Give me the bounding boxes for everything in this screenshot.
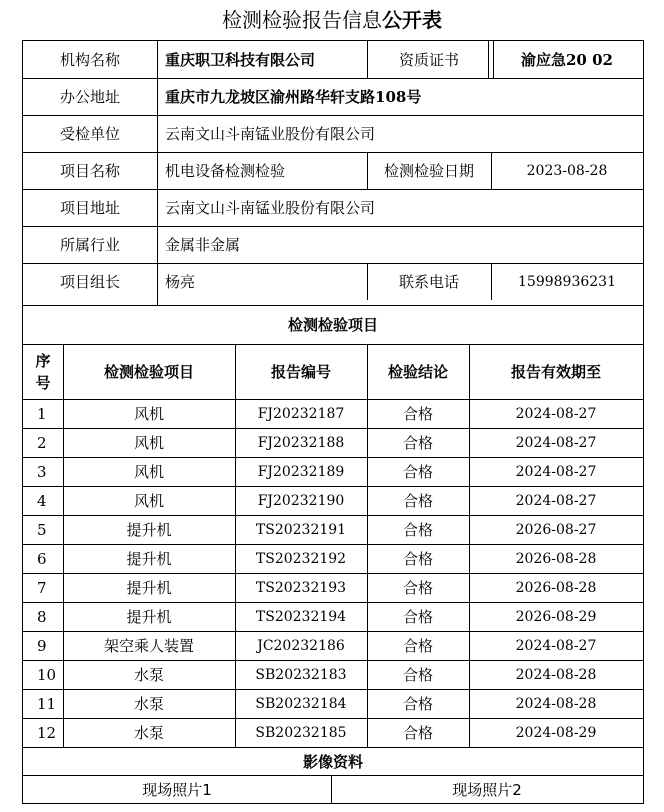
row-index: 1: [37, 404, 47, 423]
row-valid-until: 2026-08-27: [515, 521, 597, 538]
row-valid-until: 2024-08-29: [515, 724, 597, 741]
cert-label: 资质证书: [398, 51, 459, 69]
row-conclusion: 合格: [402, 463, 433, 481]
row-valid-until: 2024-08-27: [515, 434, 597, 451]
row-valid-until: 2024-08-27: [515, 405, 597, 422]
grid-line: [23, 544, 643, 545]
address-label: 办公地址: [59, 88, 120, 106]
grid-line: [23, 631, 643, 632]
project-value: 机电设备检测检验: [165, 162, 286, 180]
industry-value: 金属非金属: [165, 236, 241, 254]
row-report-no: TS20232194: [255, 608, 347, 625]
row-index: 10: [37, 665, 57, 684]
row-report-no: FJ20232188: [257, 434, 345, 451]
grid-line: [23, 486, 643, 487]
date-label: 检测检验日期: [383, 162, 474, 180]
grid-line: [23, 428, 643, 429]
col-header-item: 检测检验项目: [103, 363, 194, 381]
items-section-title: 检测检验项目: [287, 316, 378, 334]
row-conclusion: 合格: [402, 724, 433, 742]
row-report-no: TS20232193: [255, 579, 347, 596]
title-suffix: 公开表: [382, 8, 442, 32]
grid-line: [23, 263, 643, 264]
photo1-label: 现场照片1: [142, 780, 212, 799]
grid-line: [23, 78, 643, 79]
row-report-no: FJ20232190: [257, 492, 345, 509]
report-table: [22, 40, 644, 804]
row-conclusion: 合格: [402, 608, 433, 626]
grid-line: [367, 152, 368, 189]
col-header-index: 序 号: [35, 351, 51, 392]
org-value: 重庆职卫科技有限公司: [165, 51, 316, 69]
grid-line: [23, 305, 643, 306]
grid-line: [23, 115, 643, 116]
col-header-valid-until: 报告有效期至: [510, 363, 601, 381]
row-valid-until: 2024-08-27: [515, 492, 597, 509]
leader-label: 项目组长: [59, 273, 120, 291]
row-report-no: SB20232184: [255, 695, 347, 712]
row-conclusion: 合格: [402, 550, 433, 568]
phone-label: 联系电话: [398, 273, 459, 291]
industry-label: 所属行业: [59, 236, 120, 254]
row-valid-until: 2026-08-28: [515, 550, 597, 567]
grid-line: [23, 344, 643, 345]
row-valid-until: 2024-08-27: [515, 637, 597, 654]
row-report-no: TS20232192: [255, 550, 347, 567]
images-section-title: 影像资料: [302, 752, 363, 771]
row-index: 6: [37, 549, 47, 568]
row-item: 提升机: [126, 550, 172, 568]
row-valid-until: 2024-08-27: [515, 463, 597, 480]
row-conclusion: 合格: [402, 492, 433, 510]
title-main: 检测检验报告信息: [222, 8, 382, 32]
cert-value: 渝应急20 02: [521, 51, 613, 69]
row-item: 风机: [133, 405, 164, 423]
row-item: 架空乘人装置: [103, 637, 194, 655]
row-conclusion: 合格: [402, 695, 433, 713]
phone-value: 15998936231: [518, 273, 616, 290]
photo2-label: 现场照片2: [452, 780, 522, 799]
grid-line: [491, 152, 492, 189]
grid-line: [23, 399, 643, 400]
row-index: 7: [37, 578, 47, 597]
row-report-no: JC20232186: [257, 637, 345, 654]
date-value: 2023-08-28: [526, 162, 608, 179]
grid-line: [367, 344, 368, 747]
grid-line: [367, 263, 368, 300]
row-index: 8: [37, 607, 47, 626]
row-report-no: TS20232191: [255, 521, 347, 538]
address-value: 重庆市九龙坡区渝州路华轩支路108号: [165, 88, 422, 106]
row-item: 水泵: [133, 724, 164, 742]
row-valid-until: 2026-08-28: [515, 579, 597, 596]
row-item: 提升机: [126, 579, 172, 597]
grid-line: [23, 515, 643, 516]
client-value: 云南文山斗南锰业股份有限公司: [165, 125, 376, 143]
grid-line: [23, 573, 643, 574]
grid-line: [23, 660, 643, 661]
grid-line: [63, 344, 64, 747]
row-report-no: FJ20232189: [257, 463, 345, 480]
row-valid-until: 2024-08-28: [515, 695, 597, 712]
row-item: 提升机: [126, 521, 172, 539]
row-conclusion: 合格: [402, 666, 433, 684]
row-index: 12: [37, 723, 57, 742]
site-label: 项目地址: [59, 199, 120, 217]
grid-line: [23, 602, 643, 603]
project-label: 项目名称: [59, 162, 120, 180]
row-item: 提升机: [126, 608, 172, 626]
grid-line: [23, 689, 643, 690]
row-valid-until: 2026-08-29: [515, 608, 597, 625]
grid-line: [235, 344, 236, 747]
grid-line: [491, 263, 492, 300]
grid-line: [331, 775, 332, 803]
row-report-no: SB20232185: [255, 724, 347, 741]
row-conclusion: 合格: [402, 637, 433, 655]
grid-line: [367, 41, 368, 78]
row-index: 5: [37, 520, 47, 539]
leader-value: 杨亮: [165, 273, 196, 291]
col-header-report-no: 报告编号: [270, 363, 331, 381]
page-title: [0, 6, 664, 34]
row-report-no: FJ20232187: [257, 405, 345, 422]
col-header-conclusion: 检验结论: [387, 363, 448, 381]
row-index: 9: [37, 636, 47, 655]
grid-line: [23, 747, 643, 748]
row-index: 11: [37, 694, 57, 713]
row-index: 3: [37, 462, 47, 481]
row-index: 4: [37, 491, 47, 510]
grid-line: [23, 775, 643, 776]
grid-line: [23, 189, 643, 190]
row-item: 水泵: [133, 695, 164, 713]
row-item: 风机: [133, 492, 164, 510]
row-conclusion: 合格: [402, 521, 433, 539]
grid-line: [488, 41, 494, 78]
row-conclusion: 合格: [402, 434, 433, 452]
row-conclusion: 合格: [402, 579, 433, 597]
grid-line: [157, 41, 158, 305]
row-conclusion: 合格: [402, 405, 433, 423]
row-index: 2: [37, 433, 47, 452]
row-item: 风机: [133, 434, 164, 452]
org-label: 机构名称: [59, 51, 120, 69]
client-label: 受检单位: [59, 125, 120, 143]
grid-line: [23, 718, 643, 719]
row-valid-until: 2024-08-28: [515, 666, 597, 683]
row-item: 水泵: [133, 666, 164, 684]
grid-line: [23, 152, 643, 153]
row-report-no: SB20232183: [255, 666, 347, 683]
grid-line: [23, 226, 643, 227]
grid-line: [23, 457, 643, 458]
grid-line: [469, 344, 470, 747]
site-value: 云南文山斗南锰业股份有限公司: [165, 199, 376, 217]
row-item: 风机: [133, 463, 164, 481]
